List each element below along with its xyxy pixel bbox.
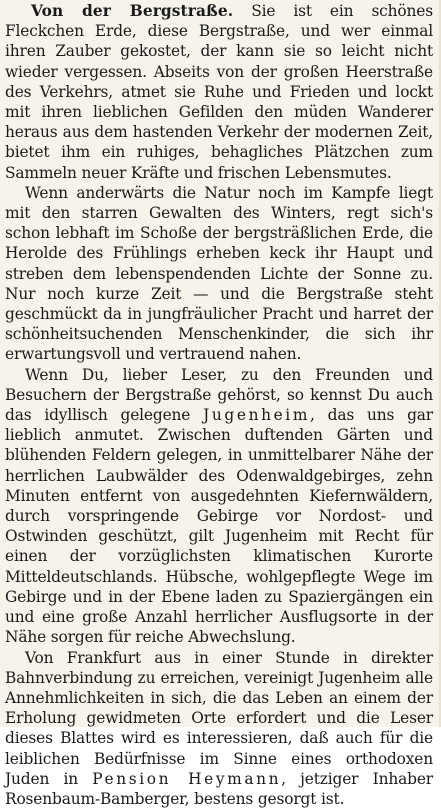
paragraph-3-text-after: , das uns gar lieblich anmutet. Zwischen duftenden Gärten und blühenden Feldern gelegen, in unmittelbarer Nähe der herrlichen Laubwälder des Odenwaldgebirges, zehn Minuten entfernt von ausgedehnten Kiefernwäldern, durch vorspringende Gebirge vor Nordost- und Ostwinden geschützt, gilt Jugenheim mit Recht für einen der vorzüglichsten klimatischen Kurorte Mitteldeutschlands. Hübsche, wohlgepflegte Wege im Gebirge und in der Ebene laden zu Spaziergängen ein und eine große Anzahl herrlicher Ausflugsorte in der Nähe sorgen für reiche Abwechslung.: [5, 406, 433, 646]
article-paragraph-4: [5, 648, 433, 809]
article-paragraph-3: [5, 365, 433, 648]
place-name-jugenheim: Jugenheim: [203, 406, 310, 424]
article-column: [5, 1, 433, 809]
article-headline: Von der Bergstraße.: [31, 2, 233, 20]
paragraph-3-text-before: Wenn Du, lieber Leser, zu den Freunden und Besuchern der Bergstraße gehörst, so kennst Du auch das idyllisch gelegene: [5, 366, 433, 424]
paragraph-1-text: Sie ist ein schönes Fleckchen Erde, diese Bergstraße, und wer einmal ihren Zauber gekostet, der kann sie so leicht nicht wieder vergessen. Abseits von der großen Heerstraße des Verkehrs, atmet sie Ruhe und Frieden und lockt mit ihren lieblichen Gefilden den müden Wanderer heraus aus dem hastenden Verkehr der modernen Zeit, bietet ihm ein ruhiges, behagliches Plätzchen zum Sammeln neuer Kräfte und frischen Lebensmutes.: [5, 2, 433, 182]
pension-name: Pension Heymann: [92, 770, 281, 788]
paragraph-2-text: Wenn anderwärts die Natur noch im Kampfe liegt mit den starren Gewalten des Winters, regt sich's schon lebhaft im Schoße der bergsträßlichen Erde, die Herolde des Frühlings erheben keck ihr Haupt und streben dem lebenspendenden Lichte der Sonne zu. Nur noch kurze Zeit — und die Bergstraße steht geschmückt da in jungfräulicher Pracht und harret der schönheitsuchenden Menschenkinder, die sich ihr erwartungsvoll und vertrauend nahen.: [5, 184, 433, 364]
article-paragraph-2: [5, 183, 433, 365]
paragraph-4-text-after: , jetziger Inhaber Rosenbaum-Bamberger, bestens gesorgt ist.: [5, 770, 433, 808]
article-paragraph-1: [5, 1, 433, 183]
paragraph-4-text-before: Von Frankfurt aus in einer Stunde in direkter Bahnverbindung zu erreichen, vereinigt Jugenheim alle Annehmlichkeiten in sich, die das Leben an einem der Erholung gewidmeten Orte erfordert und die Leser dieses Blattes wird es interessieren, daß auch für die leiblichen Bedürfnisse im Sinne eines orthodoxen Juden in: [5, 649, 433, 788]
